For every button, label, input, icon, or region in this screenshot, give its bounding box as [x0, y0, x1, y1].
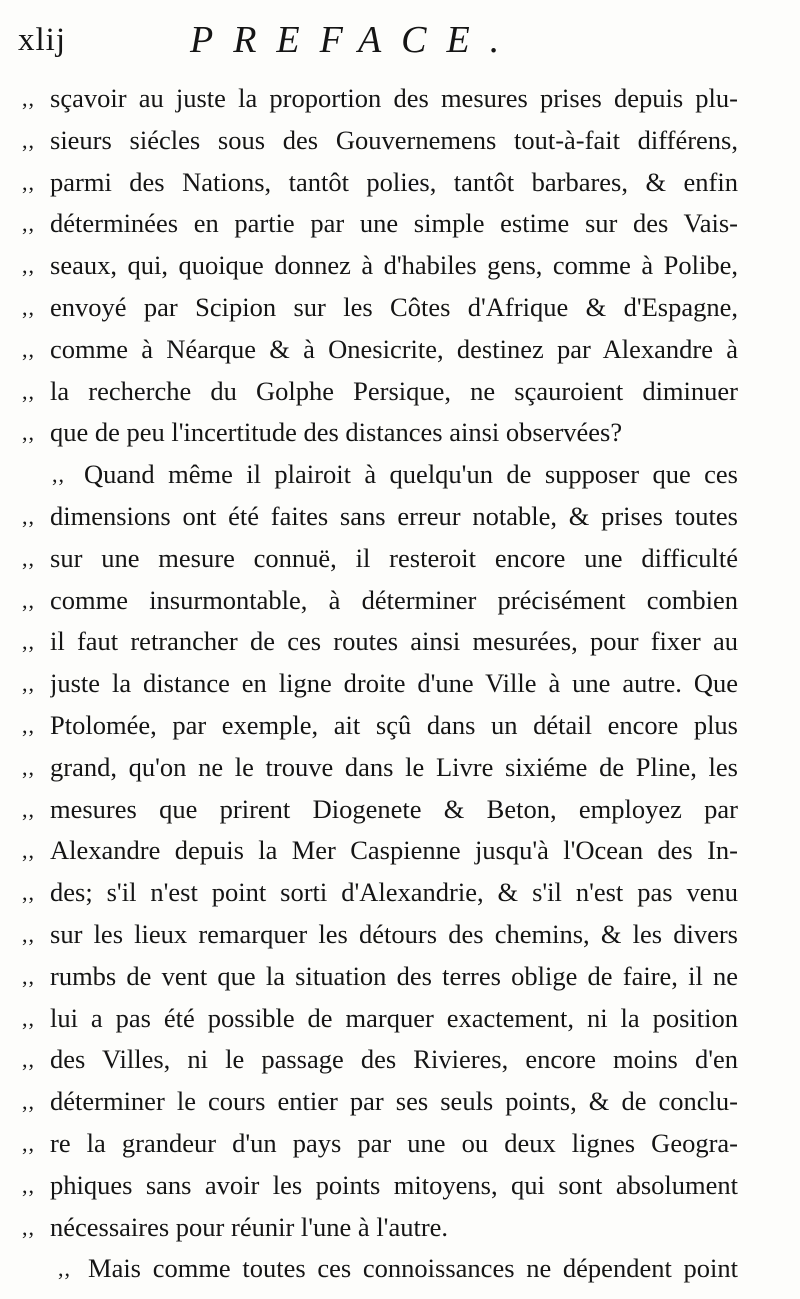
- quote-mark: ,,: [22, 1089, 35, 1115]
- text-line: [0, 1039, 800, 1081]
- quote-mark: ,,: [22, 503, 35, 529]
- quote-mark: ,,: [22, 86, 35, 111]
- line-text: déterminées en partie par une simple estime sur des Vais-: [50, 208, 738, 239]
- line-text: comme à Néarque & à Onesicrite, destinez par Alexandre à: [50, 333, 738, 364]
- line-text: mesures que prirent Diogenete & Beton, employez par: [50, 793, 738, 824]
- line-text: des; s'il n'est point sorti d'Alexandrie, & s'il n'est pas venu: [50, 877, 738, 908]
- line-text: la recherche du Golphe Persique, ne sçauroient diminuer: [50, 375, 738, 406]
- text-line: [0, 287, 800, 329]
- quote-mark: ,,: [58, 1256, 71, 1282]
- quote-mark: ,,: [22, 378, 35, 404]
- text-line: [0, 371, 800, 413]
- text-line: [0, 538, 800, 580]
- line-text: Quand même il plairoit à quelqu'un de supposer que ces: [84, 459, 738, 490]
- line-text: re la grandeur d'un pays par une ou deux lignes Geogra-: [50, 1127, 738, 1158]
- text-line: [0, 162, 800, 204]
- text-line: [0, 412, 800, 454]
- text-line: [0, 203, 800, 245]
- page-number: xlij: [18, 22, 67, 58]
- quote-mark: ,,: [22, 1172, 35, 1198]
- running-title: PREFACE.: [190, 19, 520, 61]
- text-line: [0, 120, 800, 162]
- line-text: grand, qu'on ne le trouve dans le Livre sixiéme de Pline, les: [50, 751, 738, 782]
- quote-mark: ,,: [22, 1214, 35, 1240]
- quote-mark: ,,: [22, 294, 35, 320]
- text-line: [0, 956, 800, 998]
- quote-mark: ,,: [22, 1047, 35, 1073]
- page-header: [0, 18, 800, 68]
- text-line: [0, 747, 800, 789]
- text-line: [0, 705, 800, 747]
- line-text: parmi des Nations, tantôt polies, tantôt barbares, & enfin: [50, 166, 738, 197]
- text-line: [0, 1123, 800, 1165]
- text-line: [0, 872, 800, 914]
- text-line: [0, 78, 800, 120]
- text-line: [0, 245, 800, 287]
- text-line: [0, 580, 800, 622]
- line-text: phiques sans avoir les points mitoyens, qui sont absolument: [50, 1169, 738, 1200]
- quote-mark: ,,: [52, 462, 65, 488]
- line-text: des Villes, ni le passage des Rivieres, encore moins d'en: [50, 1044, 738, 1075]
- line-text: sur les lieux remarquer les détours des chemins, & les divers: [50, 918, 738, 949]
- line-text: sçavoir au juste la proportion des mesures prises depuis plu-: [50, 83, 738, 113]
- line-text: seaux, qui, quoique donnez à d'habiles gens, comme à Polibe,: [50, 250, 738, 281]
- line-text: Mais comme toutes ces connoissances ne dépendent point: [88, 1253, 738, 1284]
- paragraph-start-line: [0, 1248, 800, 1290]
- text-line: [0, 329, 800, 371]
- text-line: [0, 1081, 800, 1123]
- line-text: juste la distance en ligne droite d'une Ville à une autre. Que: [50, 668, 738, 699]
- line-text: sur une mesure connuë, il resteroit encore une difficulté: [50, 542, 738, 573]
- line-text: Ptolomée, par exemple, ait sçû dans un détail encore plus: [50, 709, 738, 740]
- quote-mark: ,,: [22, 169, 35, 195]
- line-text: sieurs siécles sous des Gouvernemens tout-à-fait différens,: [50, 124, 738, 155]
- text-line: [0, 830, 800, 872]
- quote-mark: ,,: [22, 336, 35, 362]
- quote-mark: ,,: [22, 420, 35, 446]
- text-line: [0, 496, 800, 538]
- line-text: nécessaires pour réunir l'une à l'autre.: [50, 1211, 449, 1242]
- text-line: [0, 914, 800, 956]
- quote-mark: ,,: [22, 1130, 35, 1156]
- quote-mark: ,,: [22, 796, 35, 822]
- quote-mark: ,,: [22, 963, 35, 989]
- line-text: déterminer le cours entier par ses seuls points, & de conclu-: [50, 1086, 738, 1117]
- line-text: lui a pas été possible de marquer exactement, ni la position: [50, 1002, 738, 1033]
- line-text: envoyé par Scipion sur les Côtes d'Afrique & d'Espagne,: [50, 291, 738, 322]
- line-text: comme insurmontable, à déterminer précisément combien: [50, 584, 738, 615]
- quote-mark: ,,: [22, 587, 35, 613]
- line-text: que de peu l'incertitude des distances ainsi observées?: [50, 417, 623, 448]
- text-line: [0, 621, 800, 663]
- text-line: [0, 663, 800, 705]
- quote-mark: ,,: [22, 838, 35, 864]
- quote-mark: ,,: [22, 1005, 35, 1031]
- quote-mark: ,,: [22, 754, 35, 780]
- quote-mark: ,,: [22, 671, 35, 697]
- text-line: [0, 1207, 800, 1249]
- text-block: [0, 78, 800, 1290]
- quote-mark: ,,: [22, 921, 35, 947]
- line-text: rumbs de vent que la situation des terres oblige de faire, il ne: [50, 960, 738, 991]
- quote-mark: ,,: [22, 712, 35, 738]
- text-line: [0, 789, 800, 831]
- quote-mark: ,,: [22, 253, 35, 279]
- line-text: il faut retrancher de ces routes ainsi mesurées, pour fixer au: [50, 626, 738, 657]
- line-text: Alexandre depuis la Mer Caspienne jusqu'à l'Ocean des In-: [50, 835, 738, 866]
- quote-mark: ,,: [22, 629, 35, 655]
- quote-mark: ,,: [22, 880, 35, 906]
- text-line: [0, 1165, 800, 1207]
- quote-mark: ,,: [22, 211, 35, 237]
- text-line: [0, 998, 800, 1040]
- quote-mark: ,,: [22, 127, 35, 153]
- line-text: dimensions ont été faites sans erreur notable, & prises toutes: [50, 500, 738, 531]
- quote-mark: ,,: [22, 545, 35, 571]
- paragraph-start-line: [0, 454, 800, 496]
